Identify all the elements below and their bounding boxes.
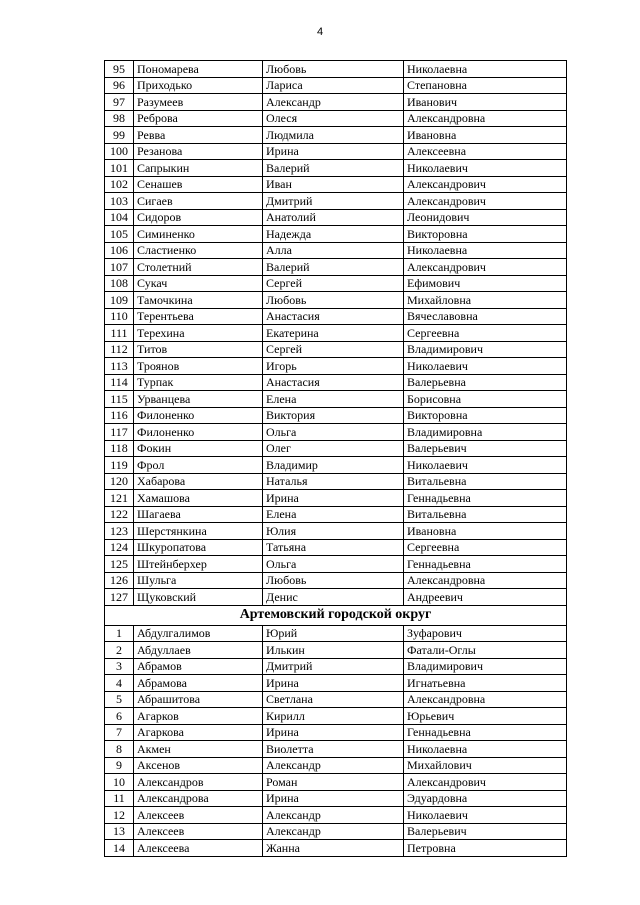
- first-name-cell: Любовь: [263, 572, 404, 589]
- surname-cell: Сенашев: [134, 176, 263, 193]
- first-name-cell: Ирина: [263, 143, 404, 160]
- surname-cell: Приходько: [134, 77, 263, 94]
- surname-cell: Алексеев: [134, 823, 263, 840]
- patronymic-cell: Зуфарович: [404, 625, 567, 642]
- table-row: [105, 176, 567, 193]
- table-row: [105, 490, 567, 507]
- table-row: [105, 226, 567, 243]
- row-number: 12: [105, 807, 134, 824]
- table-row: [105, 741, 567, 758]
- row-number: 11: [105, 790, 134, 807]
- patronymic-cell: Ефимович: [404, 275, 567, 292]
- row-number: 121: [105, 490, 134, 507]
- row-number: 101: [105, 160, 134, 177]
- table-row: [105, 691, 567, 708]
- patronymic-cell: Владимировна: [404, 424, 567, 441]
- first-name-cell: Владимир: [263, 457, 404, 474]
- surname-cell: Шагаева: [134, 506, 263, 523]
- patronymic-cell: Михайлович: [404, 757, 567, 774]
- table-row: [105, 275, 567, 292]
- row-number: 109: [105, 292, 134, 309]
- first-name-cell: Роман: [263, 774, 404, 791]
- row-number: 97: [105, 94, 134, 111]
- table-row: [105, 675, 567, 692]
- row-number: 100: [105, 143, 134, 160]
- first-name-cell: Анатолий: [263, 209, 404, 226]
- patronymic-cell: Ивановна: [404, 127, 567, 144]
- first-name-cell: Олег: [263, 440, 404, 457]
- first-name-cell: Лариса: [263, 77, 404, 94]
- patronymic-cell: Николаевна: [404, 741, 567, 758]
- surname-cell: Пономарева: [134, 61, 263, 78]
- first-name-cell: Анастасия: [263, 374, 404, 391]
- row-number: 114: [105, 374, 134, 391]
- surname-cell: Филоненко: [134, 424, 263, 441]
- patronymic-cell: Леонидович: [404, 209, 567, 226]
- first-name-cell: Юрий: [263, 625, 404, 642]
- roster-table: [104, 60, 567, 857]
- row-number: 98: [105, 110, 134, 127]
- first-name-cell: Светлана: [263, 691, 404, 708]
- first-name-cell: Любовь: [263, 61, 404, 78]
- surname-cell: Урванцева: [134, 391, 263, 408]
- row-number: 6: [105, 708, 134, 725]
- surname-cell: Терентьева: [134, 308, 263, 325]
- table-row: [105, 374, 567, 391]
- row-number: 110: [105, 308, 134, 325]
- row-number: 102: [105, 176, 134, 193]
- patronymic-cell: Валерьевич: [404, 440, 567, 457]
- row-number: 117: [105, 424, 134, 441]
- surname-cell: Симиненко: [134, 226, 263, 243]
- first-name-cell: Ольга: [263, 556, 404, 573]
- row-number: 96: [105, 77, 134, 94]
- surname-cell: Ревва: [134, 127, 263, 144]
- row-number: 126: [105, 572, 134, 589]
- roster-table-body: [105, 61, 567, 857]
- row-number: 125: [105, 556, 134, 573]
- surname-cell: Агаркова: [134, 724, 263, 741]
- table-row: [105, 523, 567, 540]
- page-number: 4: [316, 26, 324, 38]
- row-number: 1: [105, 625, 134, 642]
- patronymic-cell: Геннадьевна: [404, 724, 567, 741]
- table-row: [105, 110, 567, 127]
- table-row: [105, 757, 567, 774]
- first-name-cell: Денис: [263, 589, 404, 606]
- row-number: 104: [105, 209, 134, 226]
- surname-cell: Хамашова: [134, 490, 263, 507]
- table-row: [105, 77, 567, 94]
- row-number: 120: [105, 473, 134, 490]
- surname-cell: Фрол: [134, 457, 263, 474]
- first-name-cell: Валерий: [263, 160, 404, 177]
- table-row: [105, 61, 567, 78]
- patronymic-cell: Игнатьевна: [404, 675, 567, 692]
- row-number: 2: [105, 642, 134, 659]
- row-number: 118: [105, 440, 134, 457]
- surname-cell: Сукач: [134, 275, 263, 292]
- surname-cell: Сидоров: [134, 209, 263, 226]
- surname-cell: Шкуропатова: [134, 539, 263, 556]
- table-row: [105, 94, 567, 111]
- row-number: 112: [105, 341, 134, 358]
- patronymic-cell: Иванович: [404, 94, 567, 111]
- patronymic-cell: Андреевич: [404, 589, 567, 606]
- table-row: [105, 358, 567, 375]
- table-row: [105, 292, 567, 309]
- first-name-cell: Александр: [263, 94, 404, 111]
- first-name-cell: Любовь: [263, 292, 404, 309]
- surname-cell: Акмен: [134, 741, 263, 758]
- patronymic-cell: Эдуардовна: [404, 790, 567, 807]
- patronymic-cell: Николаевна: [404, 61, 567, 78]
- table-row: [105, 341, 567, 358]
- patronymic-cell: Сергеевна: [404, 539, 567, 556]
- first-name-cell: Надежда: [263, 226, 404, 243]
- table-row: [105, 840, 567, 857]
- table-row: [105, 143, 567, 160]
- patronymic-cell: Ивановна: [404, 523, 567, 540]
- patronymic-cell: Александровна: [404, 691, 567, 708]
- surname-cell: Александров: [134, 774, 263, 791]
- surname-cell: Троянов: [134, 358, 263, 375]
- table-row: [105, 193, 567, 210]
- table-row: [105, 724, 567, 741]
- table-row: [105, 424, 567, 441]
- first-name-cell: Алла: [263, 242, 404, 259]
- patronymic-cell: Геннадьевна: [404, 490, 567, 507]
- first-name-cell: Юлия: [263, 523, 404, 540]
- patronymic-cell: Викторовна: [404, 407, 567, 424]
- first-name-cell: Иван: [263, 176, 404, 193]
- table-row: [105, 823, 567, 840]
- table-row: [105, 774, 567, 791]
- row-number: 14: [105, 840, 134, 857]
- surname-cell: Аксенов: [134, 757, 263, 774]
- first-name-cell: Сергей: [263, 275, 404, 292]
- first-name-cell: Татьяна: [263, 539, 404, 556]
- patronymic-cell: Сергеевна: [404, 325, 567, 342]
- table-row: [105, 790, 567, 807]
- surname-cell: Щуковский: [134, 589, 263, 606]
- surname-cell: Реброва: [134, 110, 263, 127]
- patronymic-cell: Александрович: [404, 774, 567, 791]
- surname-cell: Штейнберхер: [134, 556, 263, 573]
- surname-cell: Абрамова: [134, 675, 263, 692]
- table-row: [105, 407, 567, 424]
- first-name-cell: Жанна: [263, 840, 404, 857]
- patronymic-cell: Михайловна: [404, 292, 567, 309]
- patronymic-cell: Александрович: [404, 259, 567, 276]
- first-name-cell: Ирина: [263, 490, 404, 507]
- row-number: 8: [105, 741, 134, 758]
- first-name-cell: Илькин: [263, 642, 404, 659]
- surname-cell: Алексеева: [134, 840, 263, 857]
- row-number: 127: [105, 589, 134, 606]
- row-number: 111: [105, 325, 134, 342]
- patronymic-cell: Александрович: [404, 193, 567, 210]
- surname-cell: Титов: [134, 341, 263, 358]
- first-name-cell: Виктория: [263, 407, 404, 424]
- row-number: 105: [105, 226, 134, 243]
- first-name-cell: Александр: [263, 823, 404, 840]
- row-number: 5: [105, 691, 134, 708]
- table-row: [105, 308, 567, 325]
- first-name-cell: Ирина: [263, 675, 404, 692]
- patronymic-cell: Александровна: [404, 572, 567, 589]
- row-number: 103: [105, 193, 134, 210]
- first-name-cell: Кирилл: [263, 708, 404, 725]
- first-name-cell: Ольга: [263, 424, 404, 441]
- patronymic-cell: Николаевич: [404, 358, 567, 375]
- surname-cell: Абрамов: [134, 658, 263, 675]
- first-name-cell: Дмитрий: [263, 193, 404, 210]
- first-name-cell: Наталья: [263, 473, 404, 490]
- surname-cell: Сигаев: [134, 193, 263, 210]
- row-number: 106: [105, 242, 134, 259]
- patronymic-cell: Петровна: [404, 840, 567, 857]
- patronymic-cell: Геннадьевна: [404, 556, 567, 573]
- surname-cell: Разумеев: [134, 94, 263, 111]
- surname-cell: Тамочкина: [134, 292, 263, 309]
- table-row: [105, 209, 567, 226]
- patronymic-cell: Александровна: [404, 110, 567, 127]
- patronymic-cell: Юрьевич: [404, 708, 567, 725]
- patronymic-cell: Николаевич: [404, 807, 567, 824]
- row-number: 108: [105, 275, 134, 292]
- surname-cell: Абдулгалимов: [134, 625, 263, 642]
- table-row: [105, 391, 567, 408]
- first-name-cell: Сергей: [263, 341, 404, 358]
- first-name-cell: Игорь: [263, 358, 404, 375]
- surname-cell: Абрашитова: [134, 691, 263, 708]
- row-number: 7: [105, 724, 134, 741]
- section-header-row: [105, 605, 567, 625]
- table-row: [105, 625, 567, 642]
- row-number: 113: [105, 358, 134, 375]
- patronymic-cell: Александрович: [404, 176, 567, 193]
- table-row: [105, 708, 567, 725]
- table-row: [105, 658, 567, 675]
- table-row: [105, 473, 567, 490]
- section-title: Артемовский городской округ: [105, 605, 567, 625]
- surname-cell: Сластиенко: [134, 242, 263, 259]
- first-name-cell: Ирина: [263, 790, 404, 807]
- table-row: [105, 556, 567, 573]
- patronymic-cell: Валерьевна: [404, 374, 567, 391]
- row-number: 124: [105, 539, 134, 556]
- row-number: 122: [105, 506, 134, 523]
- first-name-cell: Ирина: [263, 724, 404, 741]
- patronymic-cell: Витальевна: [404, 506, 567, 523]
- surname-cell: Фокин: [134, 440, 263, 457]
- first-name-cell: Елена: [263, 506, 404, 523]
- first-name-cell: Анастасия: [263, 308, 404, 325]
- surname-cell: Филоненко: [134, 407, 263, 424]
- surname-cell: Абдуллаев: [134, 642, 263, 659]
- row-number: 9: [105, 757, 134, 774]
- patronymic-cell: Борисовна: [404, 391, 567, 408]
- table-row: [105, 539, 567, 556]
- patronymic-cell: Николаевич: [404, 160, 567, 177]
- table-row: [105, 589, 567, 606]
- patronymic-cell: Владимирович: [404, 341, 567, 358]
- surname-cell: Столетний: [134, 259, 263, 276]
- table-row: [105, 506, 567, 523]
- first-name-cell: Валерий: [263, 259, 404, 276]
- surname-cell: Шульга: [134, 572, 263, 589]
- surname-cell: Агарков: [134, 708, 263, 725]
- row-number: 116: [105, 407, 134, 424]
- row-number: 95: [105, 61, 134, 78]
- row-number: 119: [105, 457, 134, 474]
- surname-cell: Алексеев: [134, 807, 263, 824]
- first-name-cell: Елена: [263, 391, 404, 408]
- table-row: [105, 572, 567, 589]
- first-name-cell: Дмитрий: [263, 658, 404, 675]
- surname-cell: Хабарова: [134, 473, 263, 490]
- table-row: [105, 440, 567, 457]
- row-number: 115: [105, 391, 134, 408]
- patronymic-cell: Витальевна: [404, 473, 567, 490]
- patronymic-cell: Николаевич: [404, 457, 567, 474]
- table-row: [105, 259, 567, 276]
- patronymic-cell: Вячеславовна: [404, 308, 567, 325]
- first-name-cell: Виолетта: [263, 741, 404, 758]
- row-number: 123: [105, 523, 134, 540]
- surname-cell: Шерстянкина: [134, 523, 263, 540]
- table-row: [105, 642, 567, 659]
- first-name-cell: Екатерина: [263, 325, 404, 342]
- patronymic-cell: Валерьевич: [404, 823, 567, 840]
- table-row: [105, 807, 567, 824]
- first-name-cell: Олеся: [263, 110, 404, 127]
- row-number: 13: [105, 823, 134, 840]
- patronymic-cell: Владимирович: [404, 658, 567, 675]
- surname-cell: Резанова: [134, 143, 263, 160]
- table-row: [105, 160, 567, 177]
- table-row: [105, 457, 567, 474]
- surname-cell: Александрова: [134, 790, 263, 807]
- table-row: [105, 127, 567, 144]
- row-number: 99: [105, 127, 134, 144]
- patronymic-cell: Алексеевна: [404, 143, 567, 160]
- surname-cell: Терехина: [134, 325, 263, 342]
- first-name-cell: Александр: [263, 757, 404, 774]
- row-number: 10: [105, 774, 134, 791]
- patronymic-cell: Викторовна: [404, 226, 567, 243]
- surname-cell: Турпак: [134, 374, 263, 391]
- surname-cell: Сапрыкин: [134, 160, 263, 177]
- first-name-cell: Александр: [263, 807, 404, 824]
- table-row: [105, 242, 567, 259]
- patronymic-cell: Николаевна: [404, 242, 567, 259]
- row-number: 3: [105, 658, 134, 675]
- table-row: [105, 325, 567, 342]
- row-number: 4: [105, 675, 134, 692]
- patronymic-cell: Степановна: [404, 77, 567, 94]
- first-name-cell: Людмила: [263, 127, 404, 144]
- patronymic-cell: Фатали-Оглы: [404, 642, 567, 659]
- row-number: 107: [105, 259, 134, 276]
